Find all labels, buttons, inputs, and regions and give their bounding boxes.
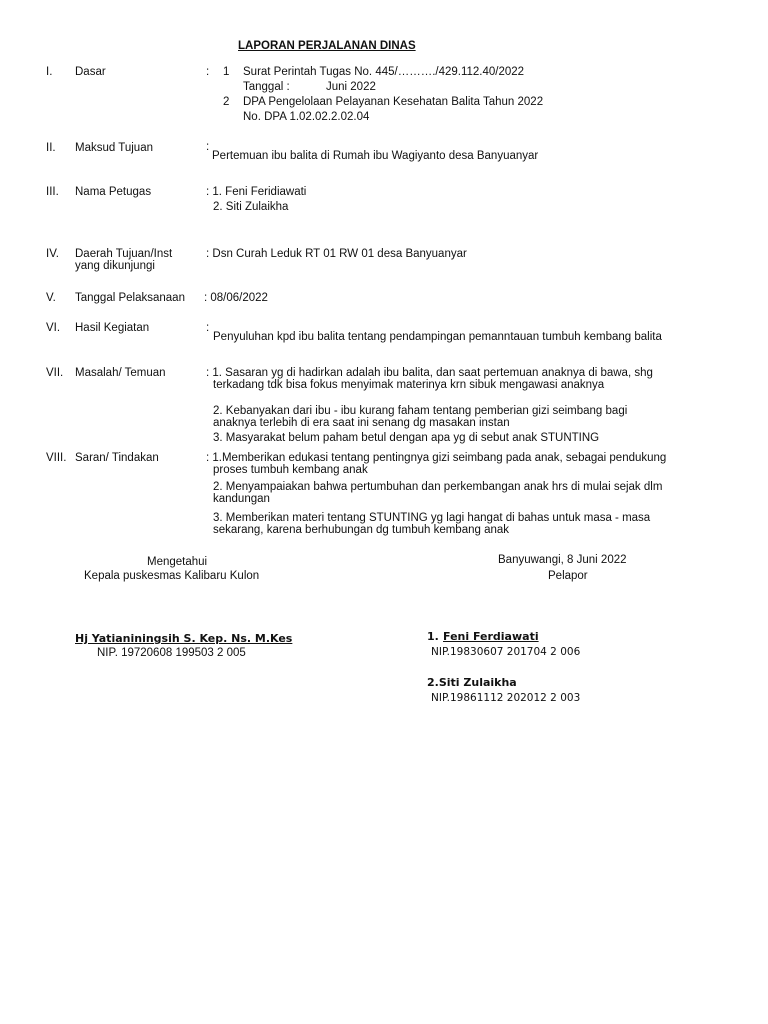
section-number: IV. bbox=[46, 248, 60, 260]
section-label: Nama Petugas bbox=[75, 186, 152, 198]
place-date: Banyuwangi, 8 Juni 2022 bbox=[498, 554, 627, 566]
section-number: III. bbox=[46, 186, 59, 198]
dasar-tanggal-label: Tanggal : bbox=[243, 81, 290, 93]
temuan-2-line-1: 2. Kebanyakan dari ibu - ibu kurang faham tentang pemberian gizi seimbang bagi bbox=[213, 405, 628, 417]
section-label: Dasar bbox=[75, 66, 106, 78]
section-label: Daerah Tujuan/Inst bbox=[75, 248, 173, 260]
section-value: : Dsn Curah Leduk RT 01 RW 01 desa Banyuanyar bbox=[206, 248, 467, 260]
saran-3-line-1: 3. Memberikan materi tentang STUNTING yg lagi hangat di bahas untuk masa - masa bbox=[213, 512, 651, 524]
dasar-line-1: Surat Perintah Tugas No. 445/………./429.112.40/2022 bbox=[243, 66, 525, 78]
section-number: V. bbox=[46, 292, 56, 304]
reporter-1-number: 1. bbox=[427, 630, 439, 643]
petugas-2: 2. Siti Zulaikha bbox=[213, 201, 289, 213]
dasar-line-3: DPA Pengelolaan Pelayanan Kesehatan Balita Tahun 2022 bbox=[243, 96, 544, 108]
saran-2-line-2: kandungan bbox=[213, 493, 270, 505]
temuan-3: 3. Masyarakat belum paham betul dengan apa yg di sebut anak STUNTING bbox=[213, 432, 600, 444]
reporter-2-name: 2.Siti Zulaikha bbox=[427, 676, 517, 689]
section-value: Penyuluhan kpd ibu balita tentang pendampingan pemanntauan tumbuh kembang balita bbox=[213, 331, 662, 343]
section-label: Masalah/ Temuan bbox=[75, 367, 166, 379]
section-label: Saran/ Tindakan bbox=[75, 452, 159, 464]
temuan-1-line-2: terkadang tdk bisa fokus menyimak materinya krn sibuk mengawasi anaknya bbox=[213, 379, 605, 391]
pelapor-label: Pelapor bbox=[548, 570, 588, 582]
kepala-label: Kepala puskesmas Kalibaru Kulon bbox=[84, 570, 260, 582]
section-number: VI. bbox=[46, 322, 61, 334]
signatory-name: Hj Yatianiningsih S. Kep. Ns. M.Kes bbox=[75, 632, 293, 645]
section-colon: : bbox=[206, 66, 210, 78]
reporter-2-nip: NIP.19861112 202012 2 003 bbox=[431, 692, 581, 704]
section-number: VIII. bbox=[46, 452, 67, 464]
section-number: I. bbox=[46, 66, 53, 78]
dasar-line-4: No. DPA 1.02.02.2.02.04 bbox=[243, 111, 370, 123]
temuan-2-line-2: anaknya terlebih di era saat ini senang dg masakan instan bbox=[213, 417, 510, 429]
section-label: Tanggal Pelaksanaan bbox=[75, 292, 185, 304]
section-label: Maksud Tujuan bbox=[75, 142, 153, 154]
temuan-1-line-1: : 1. Sasaran yg di hadirkan adalah ibu balita, dan saat pertemuan anaknya di bawa, shg bbox=[206, 367, 653, 379]
section-value: Pertemuan ibu balita di Rumah ibu Wagiyanto desa Banyuanyar bbox=[212, 150, 539, 162]
saran-3-line-2: sekarang, karena berhubungan dg tumbuh kembang anak bbox=[213, 524, 510, 536]
item-number: 1 bbox=[223, 66, 230, 78]
section-label: Hasil Kegiatan bbox=[75, 322, 150, 334]
saran-2-line-1: 2. Menyampaiakan bahwa pertumbuhan dan perkembangan anak hrs di mulai sejak dlm bbox=[213, 481, 663, 493]
section-colon: : bbox=[206, 322, 210, 334]
mengetahui-label: Mengetahui bbox=[147, 556, 208, 568]
reporter-1-nip: NIP.19830607 201704 2 006 bbox=[431, 646, 581, 658]
section-label-line-2: yang dikunjungi bbox=[75, 260, 155, 272]
item-number: 2 bbox=[223, 96, 230, 108]
saran-1-line-2: proses tumbuh kembang anak bbox=[213, 464, 368, 476]
section-number: VII. bbox=[46, 367, 64, 379]
document-title: LAPORAN PERJALANAN DINAS bbox=[238, 40, 416, 52]
section-number: II. bbox=[46, 142, 56, 154]
section-value: : 08/06/2022 bbox=[204, 292, 268, 304]
dasar-tanggal-value: Juni 2022 bbox=[326, 81, 376, 93]
reporter-1-name: Feni Ferdiawati bbox=[443, 630, 539, 643]
signatory-nip: NIP. 19720608 199503 2 005 bbox=[97, 647, 246, 659]
section-colon: : bbox=[206, 141, 210, 153]
saran-1-line-1: : 1.Memberikan edukasi tentang pentingnya gizi seimbang pada anak, sebagai pendukung bbox=[206, 452, 667, 464]
petugas-1: : 1. Feni Feridiawati bbox=[206, 186, 307, 198]
